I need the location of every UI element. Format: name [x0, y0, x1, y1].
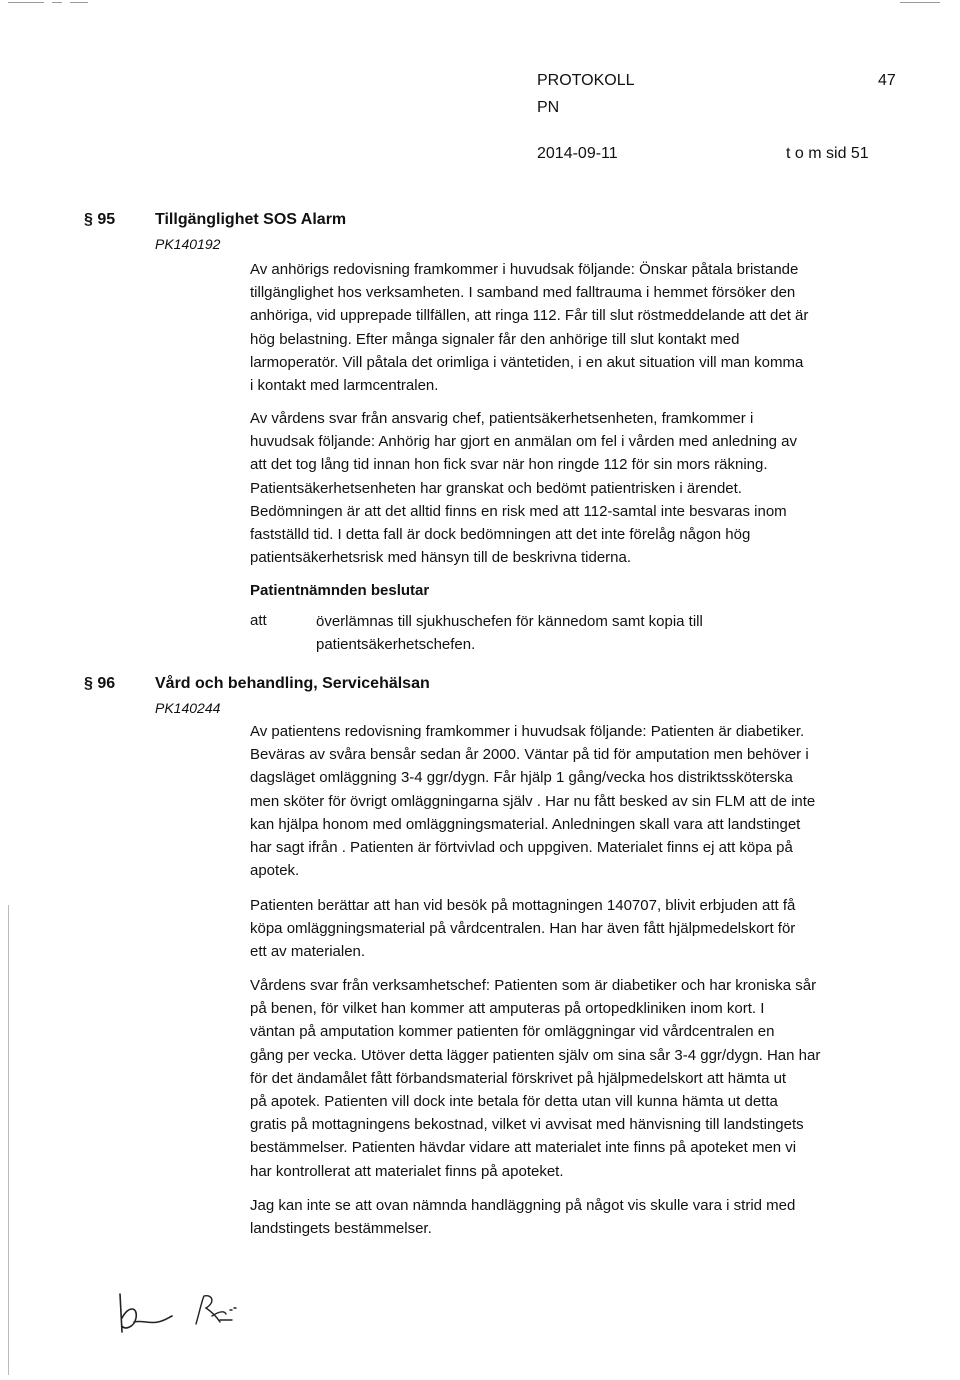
section-number: § 96	[84, 675, 116, 692]
page-range: t o m sid 51	[786, 145, 869, 162]
case-id: PK140244	[155, 700, 221, 716]
decision-label: att	[250, 612, 267, 629]
document-type: PROTOKOLL	[537, 72, 635, 89]
section-title: Tillgänglighet SOS Alarm	[155, 211, 347, 228]
meeting-date: 2014-09-11	[537, 145, 618, 162]
section-number: § 95	[84, 211, 116, 228]
paragraph: Patienten berättar att han vid besök på mottagningen 140707, blivit erbjuden att få köpa omläggningsmaterial på vårdcentralen. Han har även fått hjälpmedelskort för ett av materialen.	[250, 897, 796, 961]
decision-heading: Patientnämnden beslutar	[250, 582, 430, 599]
signature-initials-right	[190, 1288, 250, 1338]
issuer: PN	[537, 99, 560, 116]
case-id: PK140192	[155, 236, 221, 252]
section-title: Vård och behandling, Servicehälsan	[155, 675, 430, 692]
paragraph: Av vårdens svar från ansvarig chef, patientsäkerhetsenheten, framkommer i huvudsak följande: Anhörig har gjort en anmälan om fel i vården med anledning av att det tog lång tid innan hon fick svar när hon ringde 112 för sin mors räkning. Patientsäkerhetsenheten har granskat och bedömt patientrisken i ärendet. Bedömningen är att det alltid finns en risk med att 112-samtal inte besvaras inom fastställd tid. I detta fall är dock bedömningen att det inte förelåg någon hög patientsäkerhetsrisk med hänsyn till de beskrivna tiderna.	[250, 410, 798, 567]
paragraph: Av anhörigs redovisning framkommer i huvudsak följande: Önskar påtala bristande tillgänglighet hos verksamheten. I samband med falltrauma i hemmet försöker den anhöriga, vid upprepade tillfällen, att ringa 112. Får till slut röstmeddelande att det är hög belastning. Efter många signaler får den anhörige till slut kontakt med larmoperatör. Vill påtala det orimliga i väntetiden, i en akut situation vill man komma i kontakt med larmcentralen.	[250, 261, 809, 395]
paragraph: Vårdens svar från verksamhetschef: Patienten som är diabetiker och har kroniska sår på benen, för vilket han kommer att amputeras på ortopedkliniken inom kort. I väntan på amputation kommer patienten för omläggningar vid vårdcentralen en gång per vecka. Utöver detta lägger patienten själv om sina sår 3-4 ggr/dygn. Han har för det ändamålet fått förbandsmaterial förskrivet på hjälpmedelskort att hämta ut på apotek. Patienten vill dock inte betala för detta utan vill kunna hämta ut detta gratis på mottagningens bekostnad, vilket vi avvisat med hänvisning till landstingets bestämmelser. Patienten hävdar vidare att materialet inte finns på apoteket men vi har kontrollerat att materialet finns på apoteket.	[250, 977, 821, 1180]
signature-initials-left	[112, 1288, 182, 1338]
page-number: 47	[878, 72, 896, 89]
decision-text: överlämnas till sjukhuschefen för kännedom samt kopia till patientsäkerhetschefen.	[316, 613, 703, 654]
paragraph: Jag kan inte se att ovan nämnda handläggning på något vis skulle vara i strid med landstingets bestämmelser.	[250, 1197, 796, 1238]
paragraph: Av patientens redovisning framkommer i huvudsak följande: Patienten är diabetiker. Beväras av svåra bensår sedan år 2000. Väntar på tid för amputation men behöver i dagsläget omläggning 3-4 ggr/dygn. Får hjälp 1 gång/vecka hos distriktssköterska men sköter för övrigt omläggningarna själv . Har nu fått besked av sin FLM att de inte kan hjälpa honom med omläggningsmaterial. Anledningen skall vara att landstinget har sagt ifrån . Patienten är förtvivlad och uppgiven. Materialet finns ej att köpa på apotek.	[250, 723, 816, 880]
scan-edge-top	[0, 1, 960, 2]
scan-edge-left	[8, 905, 9, 1375]
